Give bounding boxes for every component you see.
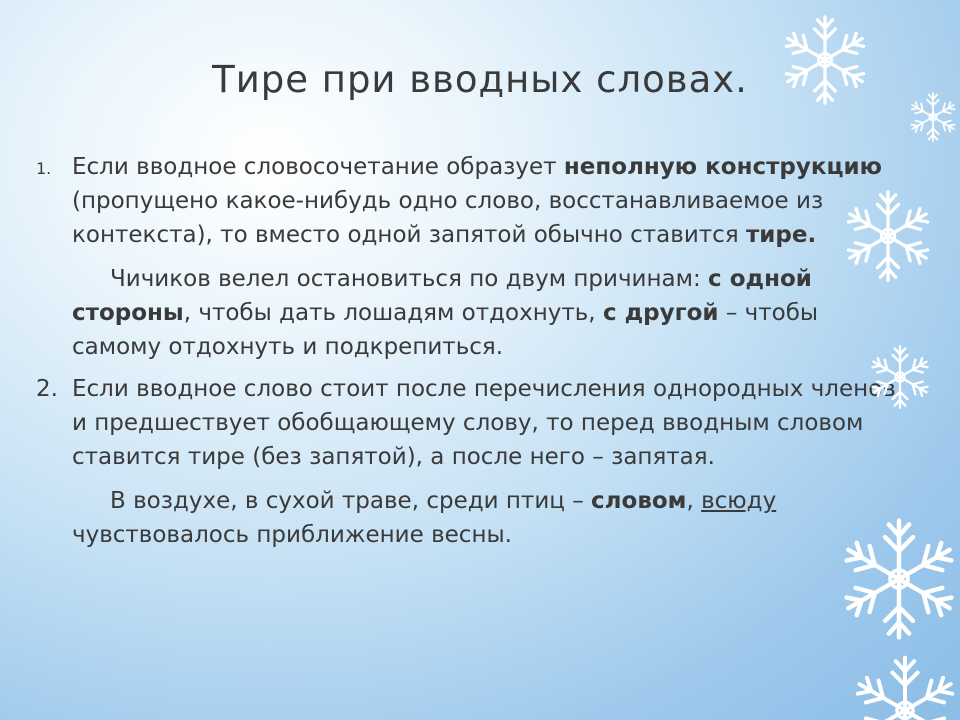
example-1-text-2: , чтобы дать лошадям отдохнуть, — [183, 300, 603, 326]
rule-2-text: Если вводное слово стоит после перечисления однородных членов и предшествует обобщающему слову, то перед вводным словом ставится тире (без запятой), а после него – запятая. — [72, 376, 896, 470]
rule-1-bold-term: неполную конструкцию — [563, 154, 883, 180]
example-2 — [36, 484, 896, 552]
rule-2-number: 2. — [36, 376, 58, 402]
rule-1-text-cont: (пропущено какое-нибудь одно слово, восстанавливаемое из контекста), то вместо одной запятой обычно ставится — [72, 188, 824, 248]
snowflake-icon — [780, 15, 870, 105]
example-2-comma: , — [686, 488, 702, 514]
example-2-bold: словом — [591, 488, 687, 514]
snowflake-icon — [838, 518, 960, 640]
rule-1 — [36, 150, 896, 252]
example-2-text-2: чувствовалось приближение весны. — [72, 522, 512, 548]
example-1-bold-2: с другой — [602, 300, 719, 326]
rule-1-number: 1. — [36, 159, 52, 178]
example-1-text: Чичиков велел остановиться по двум причинам: — [110, 266, 709, 292]
rule-1-text: Если вводное словосочетание образует — [72, 154, 564, 180]
example-1-bold-1: с одной стороны — [72, 266, 812, 326]
slide-title: Тире при вводных словах. — [212, 58, 748, 101]
example-2-underlined: всюду — [701, 488, 777, 514]
example-1 — [36, 262, 896, 364]
snowflake-icon — [908, 92, 958, 142]
example-2-text: В воздухе, в сухой траве, среди птиц – — [110, 488, 592, 514]
rule-1-bold-dash: тире. — [745, 222, 817, 248]
slide-content — [36, 150, 896, 560]
snowflake-icon — [868, 345, 932, 409]
example-1-text-3: – чтобы самому отдохнуть и подкрепиться. — [72, 300, 819, 360]
snowflake-icon — [842, 190, 934, 282]
rule-2 — [36, 372, 896, 474]
snowflake-icon — [850, 655, 960, 720]
